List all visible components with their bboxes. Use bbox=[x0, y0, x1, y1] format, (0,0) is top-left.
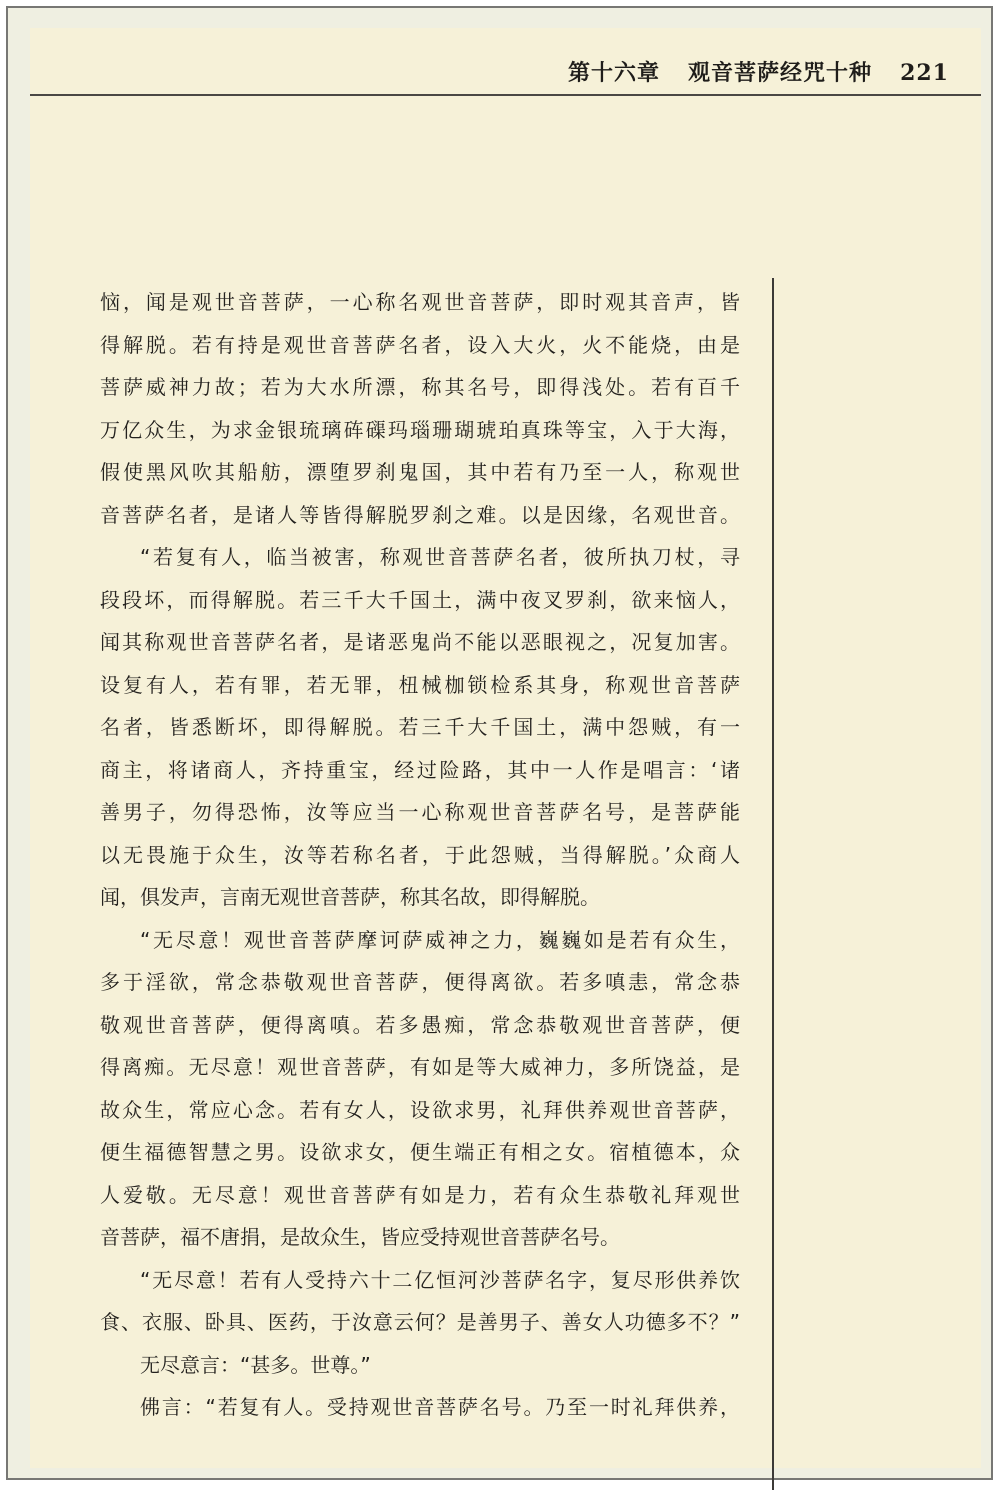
text-line: 多于淫欲，常念恭敬观世音菩萨，便得离欲。若多嗔恚，常念恭 bbox=[100, 970, 740, 994]
text-line: 商主，将诸商人，齐持重宝，经过险路，其中一人作是唱言：‘诸 bbox=[100, 757, 740, 782]
margin-rule bbox=[772, 278, 774, 1490]
text-line: 以无畏施于众生，汝等若称名者，于此怨贼，当得解脱。’众商人 bbox=[100, 842, 740, 867]
text-line: “无尽意！观世音菩萨摩诃萨威神之力，巍巍如是若有众生， bbox=[140, 927, 740, 952]
text-line: “无尽意！若有人受持六十二亿恒河沙菩萨名字，复尽形供养饮 bbox=[140, 1267, 740, 1292]
text-line: 菩萨威神力故；若为大水所漂，称其名号，即得浅处。若有百千 bbox=[100, 375, 740, 399]
text-line: 敬观世音菩萨，便得离嗔。若多愚痴，常念恭敬观世音菩萨，便 bbox=[100, 1012, 740, 1037]
text-line: 闻其称观世音菩萨名者，是诸恶鬼尚不能以恶眼视之，况复加害。 bbox=[100, 630, 740, 654]
page-frame bbox=[6, 6, 993, 1480]
text-line: 音菩萨名者，是诸人等皆得解脱罗刹之难。以是因缘，名观世音。 bbox=[100, 502, 740, 527]
text-line: 万亿众生，为求金银琉璃砗磲玛瑙珊瑚琥珀真珠等宝，入于大海， bbox=[100, 417, 740, 442]
book-page bbox=[30, 28, 981, 1468]
text-line: 得离痴。无尽意！观世音菩萨，有如是等大威神力，多所饶益，是 bbox=[100, 1055, 740, 1079]
text-line: 名者，皆悉断坏，即得解脱。若三千大千国土，满中怨贼，有一 bbox=[100, 715, 740, 739]
running-header bbox=[30, 28, 981, 94]
text-line: 便生福德智慧之男。设欲求女，便生端正有相之女。宿植德本，众 bbox=[100, 1140, 740, 1164]
text-line: 故众生，常应心念。若有女人，设欲求男，礼拜供养观世音菩萨， bbox=[100, 1097, 740, 1122]
text-line: 得解脱。若有持是观世音菩萨名者，设入大火，火不能烧，由是 bbox=[100, 332, 740, 357]
header-title-block bbox=[568, 56, 949, 87]
text-line: 音菩萨，福不唐捐，是故众生，皆应受持观世音菩萨名号。 bbox=[100, 1225, 620, 1249]
page-number: 221 bbox=[900, 60, 949, 86]
chapter-title: 观音菩萨经咒十种 bbox=[688, 60, 873, 86]
text-line: 段段坏，而得解脱。若三千大千国土，满中夜叉罗刹，欲来恼人， bbox=[100, 587, 740, 612]
body-text bbox=[100, 281, 740, 1429]
header-rule bbox=[30, 94, 981, 96]
text-line: 食、衣服、卧具、医药，于汝意云何？是善男子、善女人功德多不？” bbox=[100, 1310, 740, 1334]
text-line: “若复有人，临当被害，称观世音菩萨名者，彼所执刀杖，寻 bbox=[140, 545, 740, 569]
text-line: 设复有人，若有罪，若无罪，杻械枷锁检系其身，称观世音菩萨 bbox=[100, 672, 740, 697]
text-line: 无尽意言：“甚多。世尊。” bbox=[140, 1352, 371, 1377]
text-line: 闻，俱发声，言南无观世音菩萨，称其名故，即得解脱。 bbox=[100, 885, 600, 909]
text-line: 人爱敬。无尽意！观世音菩萨有如是力，若有众生恭敬礼拜观世 bbox=[100, 1182, 740, 1207]
text-line: 恼，闻是观世音菩萨，一心称名观世音菩萨，即时观其音声，皆 bbox=[100, 290, 740, 314]
text-line: 佛言：“若复有人。受持观世音菩萨名号。乃至一时礼拜供养， bbox=[140, 1395, 740, 1419]
text-line: 善男子，勿得恐怖，汝等应当一心称观世音菩萨名号，是菩萨能 bbox=[100, 800, 740, 824]
chapter-label: 第十六章 bbox=[568, 60, 661, 86]
text-line: 假使黑风吹其船舫，漂堕罗刹鬼国，其中若有乃至一人，称观世 bbox=[100, 460, 740, 484]
